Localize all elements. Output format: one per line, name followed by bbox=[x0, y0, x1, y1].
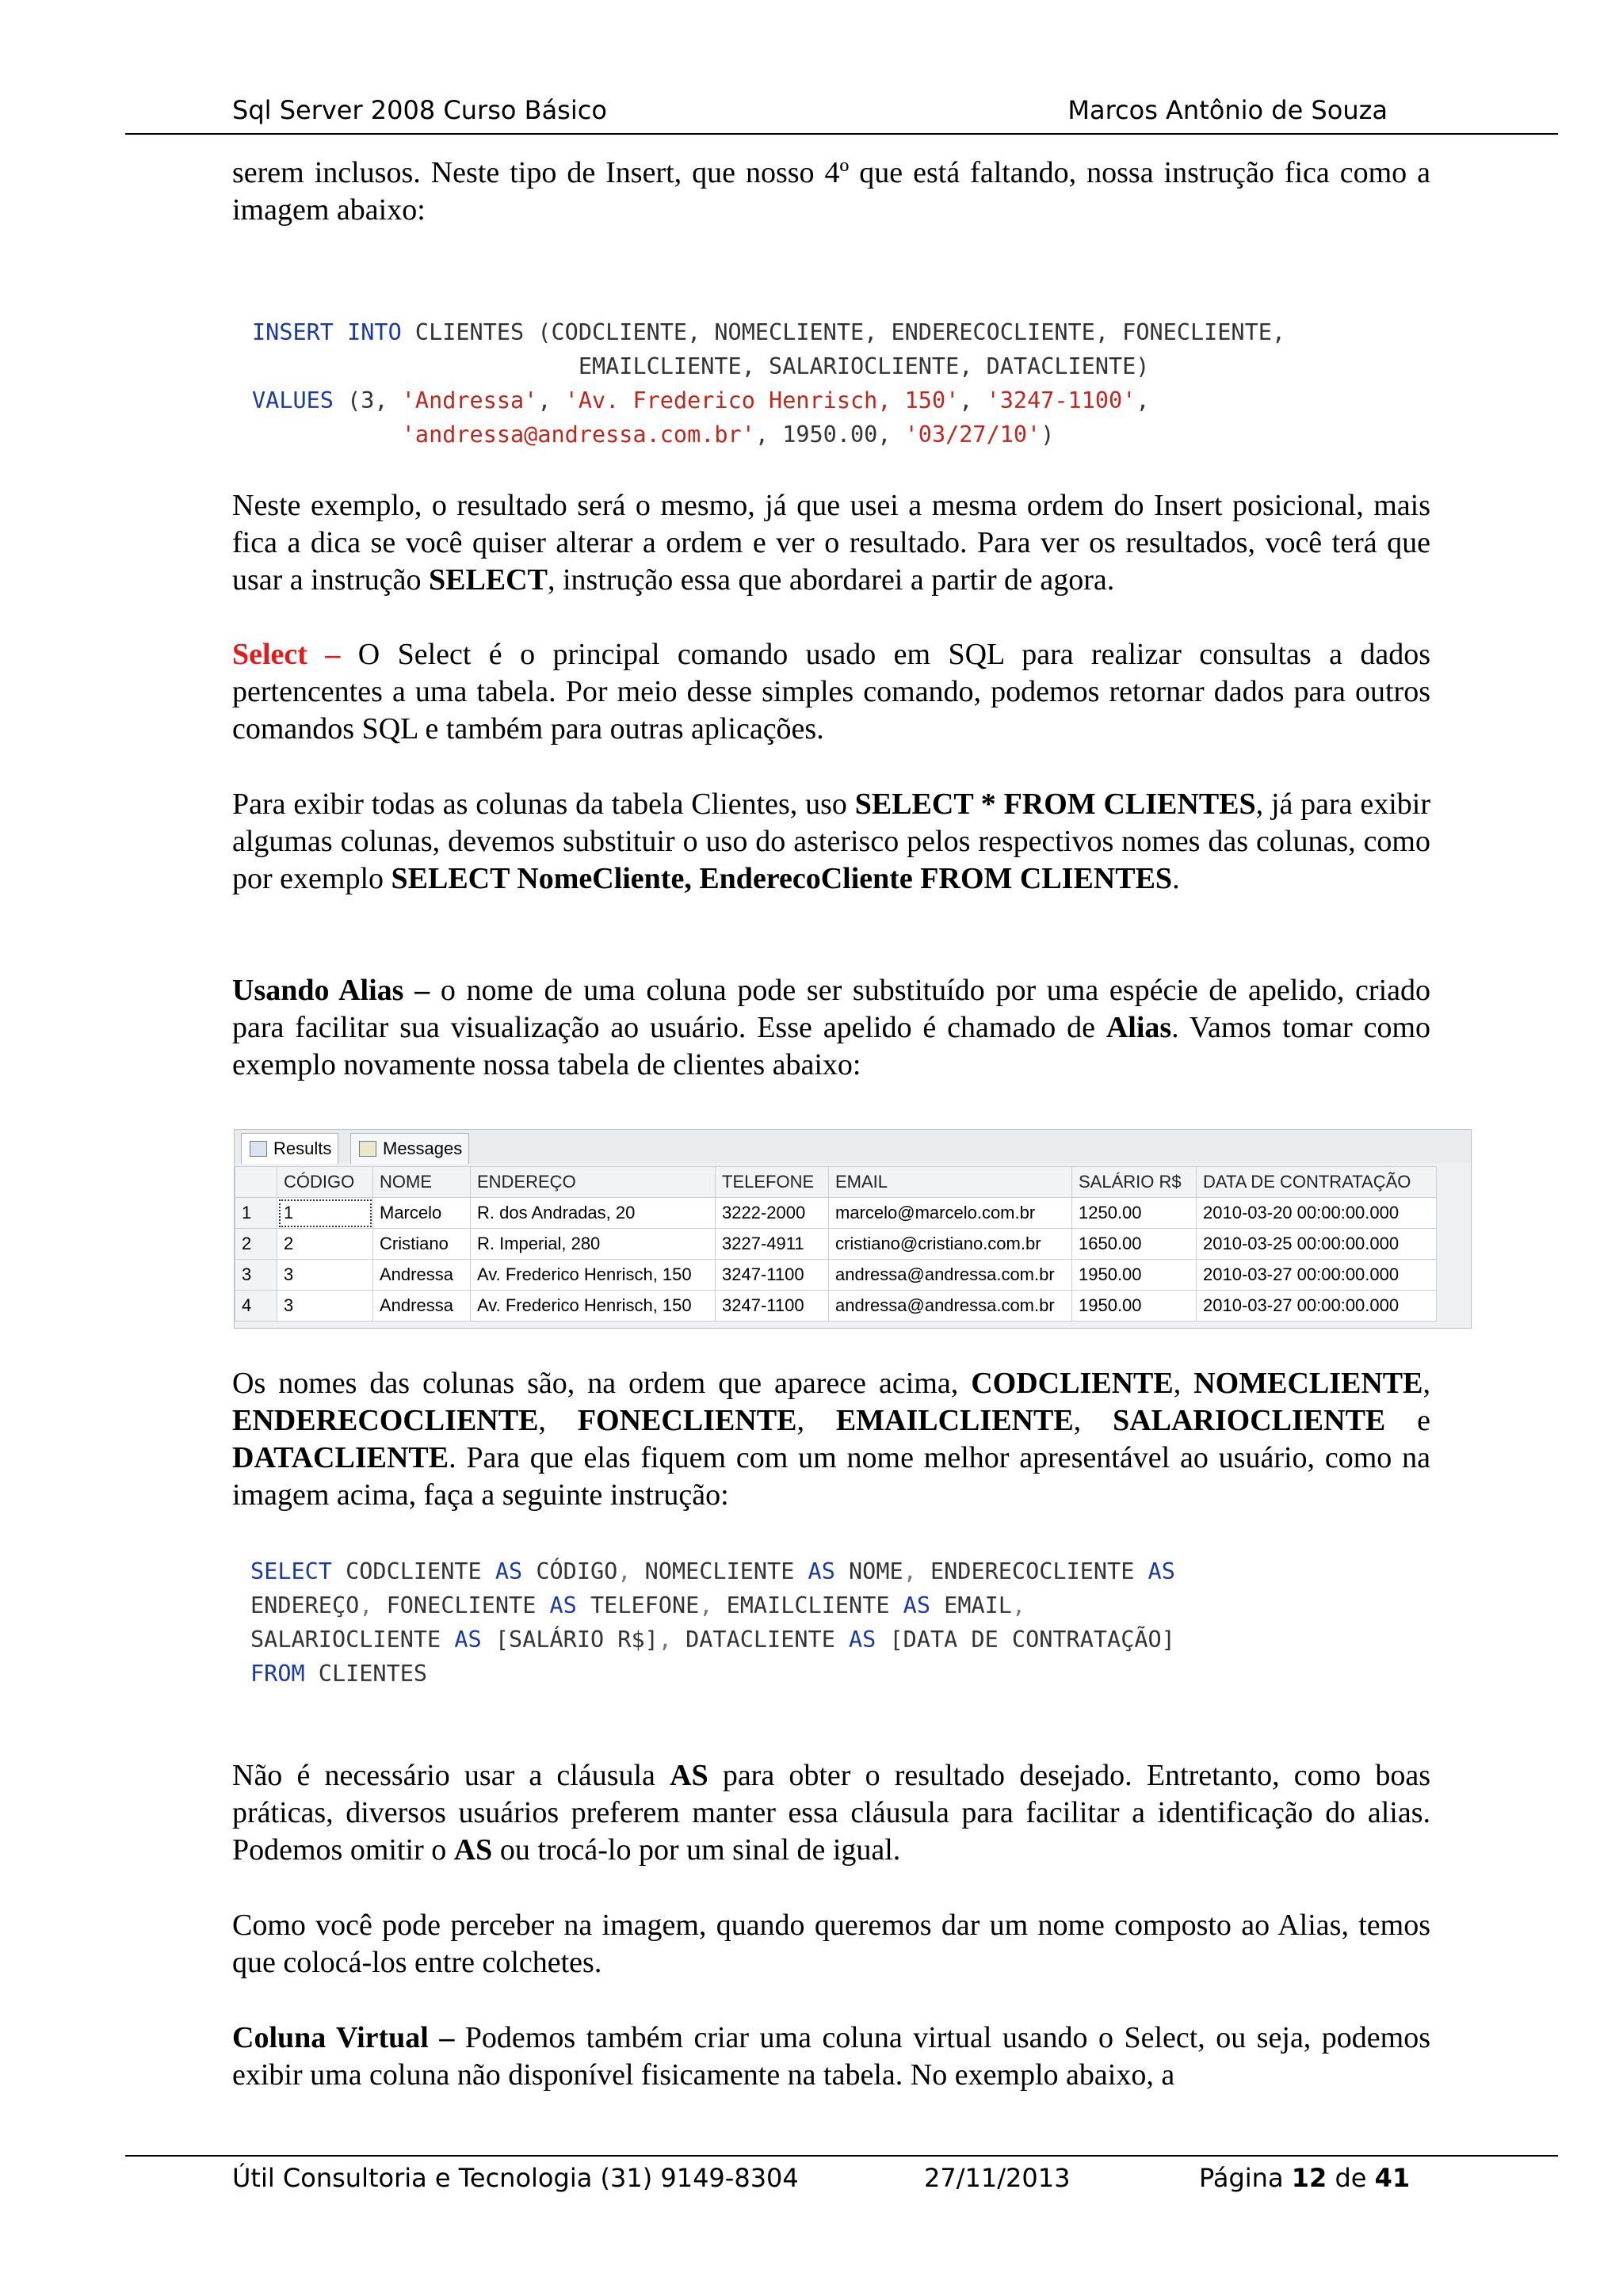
column-header[interactable]: TELEFONE bbox=[716, 1167, 829, 1198]
table-cell[interactable]: Andressa bbox=[373, 1260, 471, 1291]
footer-date: 27/11/2013 bbox=[924, 2163, 1071, 2193]
bold-term: SELECT * FROM CLIENTES bbox=[854, 788, 1256, 821]
table-cell[interactable]: 3 bbox=[277, 1291, 373, 1322]
code-text: , bbox=[658, 1627, 672, 1653]
code-insert-statement: INSERT INTO CLIENTES (CODCLIENTE, NOMECLIENTE, ENDERECOCLIENTE, FONECLIENTE, EMAILCLIENTE, SALARIOCLIENTE, DATACLIENTE) VALUES (3, 'Andressa', 'Av. Frederico Henrisch, 150', '3247-1100', 'andressa@andressa.com.br', 1950.00, '03/27/10') bbox=[252, 319, 1286, 448]
code-line bbox=[250, 1589, 1175, 1623]
code-text: , bbox=[1011, 1592, 1026, 1619]
code-line bbox=[250, 1554, 1175, 1589]
code-keyword: SELECT bbox=[250, 1558, 332, 1585]
footer-divider bbox=[125, 2155, 1558, 2157]
row-number: 1 bbox=[235, 1198, 277, 1229]
table-row[interactable] bbox=[235, 1229, 1437, 1260]
section-heading-alias: Usando Alias – bbox=[232, 974, 430, 1007]
code-text: CÓDIGO bbox=[522, 1558, 618, 1585]
header-title: Sql Server 2008 Curso Básico bbox=[232, 95, 607, 125]
table-cell[interactable]: 1950.00 bbox=[1072, 1260, 1197, 1291]
table-cell[interactable]: Andressa bbox=[373, 1291, 471, 1322]
table-cell[interactable]: 1 bbox=[277, 1198, 373, 1229]
bold-term: Alias bbox=[1106, 1011, 1172, 1044]
code-keyword: AS bbox=[495, 1558, 523, 1585]
table-cell[interactable]: 1250.00 bbox=[1072, 1198, 1197, 1229]
table-cell[interactable]: 2010-03-20 00:00:00.000 bbox=[1197, 1198, 1437, 1229]
code-keyword: AS bbox=[549, 1592, 577, 1619]
code-text: , bbox=[699, 1592, 713, 1619]
code-select-alias bbox=[250, 1554, 1175, 1691]
code-text: , bbox=[617, 1558, 632, 1585]
table-header-row bbox=[235, 1167, 1437, 1198]
table-row[interactable] bbox=[235, 1198, 1437, 1229]
column-header[interactable]: DATA DE CONTRATAÇÃO bbox=[1197, 1167, 1437, 1198]
code-keyword: INSERT INTO bbox=[252, 319, 402, 345]
code-text: , bbox=[359, 1592, 373, 1619]
code-text: NOMECLIENTE bbox=[631, 1558, 808, 1585]
row-number-header bbox=[235, 1167, 277, 1198]
paragraph-intro bbox=[232, 154, 1430, 229]
table-cell[interactable]: 1650.00 bbox=[1072, 1229, 1197, 1260]
code-string: '3247-1100' bbox=[986, 387, 1136, 414]
code-line bbox=[250, 1657, 1175, 1691]
table-row[interactable] bbox=[235, 1291, 1437, 1322]
code-text: TELEFONE bbox=[576, 1592, 700, 1619]
table-cell[interactable]: cristiano@cristiano.com.br bbox=[829, 1229, 1072, 1260]
code-string: 'Andressa' bbox=[401, 387, 538, 414]
table-cell[interactable]: 2010-03-27 00:00:00.000 bbox=[1197, 1291, 1437, 1322]
tab-messages[interactable]: Messages bbox=[350, 1133, 469, 1164]
table-row[interactable] bbox=[235, 1260, 1437, 1291]
table-cell[interactable]: andressa@andressa.com.br bbox=[829, 1291, 1072, 1322]
column-header[interactable]: NOME bbox=[373, 1167, 471, 1198]
code-keyword: AS bbox=[849, 1627, 876, 1653]
paragraph-select: Select – O Select é o principal comando usado em SQL para realizar consultas a dados pertencentes a uma tabela. Por meio desse simples comando, podemos retornar dados para outros comandos SQL e também para outras aplicações. bbox=[232, 638, 1430, 746]
paragraph-text: serem inclusos. Neste tipo de Insert, que nosso 4º que está faltando, nossa instrução fica como a imagem abaixo: bbox=[232, 156, 1430, 227]
table-cell[interactable]: Av. Frederico Henrisch, 150 bbox=[471, 1291, 716, 1322]
code-string: 'Av. Frederico Henrisch, 150' bbox=[564, 387, 960, 414]
table-cell[interactable]: R. Imperial, 280 bbox=[471, 1229, 716, 1260]
code-keyword: VALUES bbox=[252, 387, 334, 414]
paragraph-as-clause: Não é necessário usar a cláusula AS para obter o resultado desejado. Entretanto, como boas práticas, diversos usuários preferem manter essa cláusula para facilitar a identificação do alias. Podemos omitir o AS ou trocá-lo por um sinal de igual. bbox=[232, 1759, 1430, 1867]
column-header[interactable]: SALÁRIO R$ bbox=[1072, 1167, 1197, 1198]
code-text: ENDEREÇO bbox=[250, 1592, 360, 1619]
grid-icon bbox=[250, 1141, 267, 1157]
bold-term: SELECT bbox=[428, 563, 548, 597]
code-text: CLIENTES bbox=[304, 1661, 428, 1687]
code-string: 'andressa@andressa.com.br' bbox=[401, 421, 755, 448]
code-keyword: AS bbox=[454, 1627, 482, 1653]
table-cell[interactable]: Cristiano bbox=[373, 1229, 471, 1260]
results-grid-screenshot bbox=[234, 1129, 1472, 1329]
paragraph-alias: Usando Alias – o nome de uma coluna pode ser substituído por uma espécie de apelido, criado para facilitar sua visualização ao usuário. Esse apelido é chamado de Alias. Vamos tomar como exemplo novamente nossa tabela de clientes abaixo: bbox=[232, 974, 1430, 1081]
code-text: CLIENTES bbox=[401, 319, 538, 345]
code-text: DATACLIENTE bbox=[671, 1627, 850, 1653]
code-keyword: AS bbox=[1148, 1558, 1175, 1585]
paragraph-composite-alias: Como você pode perceber na imagem, quando queremos dar um nome composto ao Alias, temos que colocá-los entre colchetes. bbox=[232, 1909, 1430, 1979]
section-heading-select: Select – bbox=[232, 638, 341, 671]
messages-icon bbox=[359, 1141, 376, 1157]
row-number: 2 bbox=[235, 1229, 277, 1260]
paragraph-columns: Para exibir todas as colunas da tabela Clientes, uso SELECT * FROM CLIENTES, já para exibir algumas colunas, devemos substituir o uso do asterisco pelos respectivos nomes das colunas, como por exemplo SELECT NomeCliente, EnderecoCliente FROM CLIENTES. bbox=[232, 788, 1430, 895]
table-cell[interactable]: Av. Frederico Henrisch, 150 bbox=[471, 1260, 716, 1291]
code-text: EMAILCLIENTE, SALARIOCLIENTE, DATACLIENTE) bbox=[578, 353, 1150, 379]
table-cell[interactable]: R. dos Andradas, 20 bbox=[471, 1198, 716, 1229]
results-tabs bbox=[235, 1130, 1471, 1163]
paragraph-result: Neste exemplo, o resultado será o mesmo, já que usei a mesma ordem do Insert posicional, mais fica a dica se você quiser alterar a ordem e ver o resultado. Para ver os resultados, você terá que usar a instrução SELECT, instrução essa que abordarei a partir de agora. bbox=[232, 489, 1430, 597]
code-keyword: AS bbox=[808, 1558, 835, 1585]
header-author: Marcos Antônio de Souza bbox=[1067, 95, 1388, 125]
row-number: 4 bbox=[235, 1291, 277, 1322]
table-cell[interactable]: 1950.00 bbox=[1072, 1291, 1197, 1322]
code-text: [DATA DE CONTRATAÇÃO] bbox=[876, 1627, 1175, 1653]
footer-page-number: Página 12 de 41 bbox=[1199, 2163, 1411, 2193]
table-cell[interactable]: 2010-03-25 00:00:00.000 bbox=[1197, 1229, 1437, 1260]
code-keyword: AS bbox=[903, 1592, 930, 1619]
row-number: 3 bbox=[235, 1260, 277, 1291]
paragraph-virtual-column: Coluna Virtual – Podemos também criar uma coluna virtual usando o Select, ou seja, podemos exibir uma coluna não disponível fisicamente na tabela. No exemplo abaixo, a bbox=[232, 2021, 1430, 2092]
code-text: FONECLIENTE bbox=[372, 1592, 550, 1619]
table-cell[interactable]: 3227-4911 bbox=[716, 1229, 829, 1260]
column-header[interactable]: EMAIL bbox=[829, 1167, 1072, 1198]
table-cell[interactable]: 3247-1100 bbox=[716, 1291, 829, 1322]
code-text: , bbox=[903, 1558, 917, 1585]
code-text: SALARIOCLIENTE bbox=[250, 1627, 455, 1653]
column-header[interactable]: CÓDIGO bbox=[277, 1167, 373, 1198]
results-table bbox=[235, 1166, 1437, 1322]
tab-results[interactable]: Results bbox=[241, 1133, 338, 1164]
table-cell[interactable]: 2 bbox=[277, 1229, 373, 1260]
code-text: EMAIL bbox=[930, 1592, 1012, 1619]
code-text: ENDERECOCLIENTE bbox=[916, 1558, 1148, 1585]
bold-term: SELECT NomeCliente, EnderecoCliente FROM CLIENTES bbox=[391, 862, 1173, 895]
code-text: (CODCLIENTE, NOMECLIENTE, ENDERECOCLIENTE, FONECLIENTE, bbox=[537, 319, 1286, 345]
table-cell[interactable]: Marcelo bbox=[373, 1198, 471, 1229]
code-line bbox=[250, 1623, 1175, 1657]
code-string: '03/27/10' bbox=[904, 421, 1041, 448]
code-text: CODCLIENTE bbox=[331, 1558, 495, 1585]
code-text: EMAILCLIENTE bbox=[712, 1592, 903, 1619]
code-text: [SALÁRIO R$] bbox=[481, 1627, 659, 1653]
footer-company: Útil Consultoria e Tecnologia (31) 9149-8304 bbox=[232, 2163, 799, 2193]
code-keyword: FROM bbox=[250, 1661, 305, 1687]
paragraph-column-names: Os nomes das colunas são, na ordem que aparece acima, CODCLIENTE, NOMECLIENTE, ENDERECOCLIENTE, FONECLIENTE, EMAILCLIENTE, SALARIOCLIENTE e DATACLIENTE. Para que elas fiquem com um nome melhor apresentável ao usuário, como na imagem acima, faça a seguinte instrução: bbox=[232, 1367, 1431, 1512]
table-cell[interactable]: andressa@andressa.com.br bbox=[829, 1260, 1072, 1291]
table-cell[interactable]: 3247-1100 bbox=[716, 1260, 829, 1291]
table-cell[interactable]: 2010-03-27 00:00:00.000 bbox=[1197, 1260, 1437, 1291]
table-cell[interactable]: marcelo@marcelo.com.br bbox=[829, 1198, 1072, 1229]
column-header[interactable]: ENDEREÇO bbox=[471, 1167, 716, 1198]
code-text: NOME bbox=[834, 1558, 903, 1585]
table-cell[interactable]: 3 bbox=[277, 1260, 373, 1291]
section-heading-virtual: Coluna Virtual – bbox=[232, 2021, 455, 2054]
page-header bbox=[125, 0, 1558, 135]
table-cell[interactable]: 3222-2000 bbox=[716, 1198, 829, 1229]
